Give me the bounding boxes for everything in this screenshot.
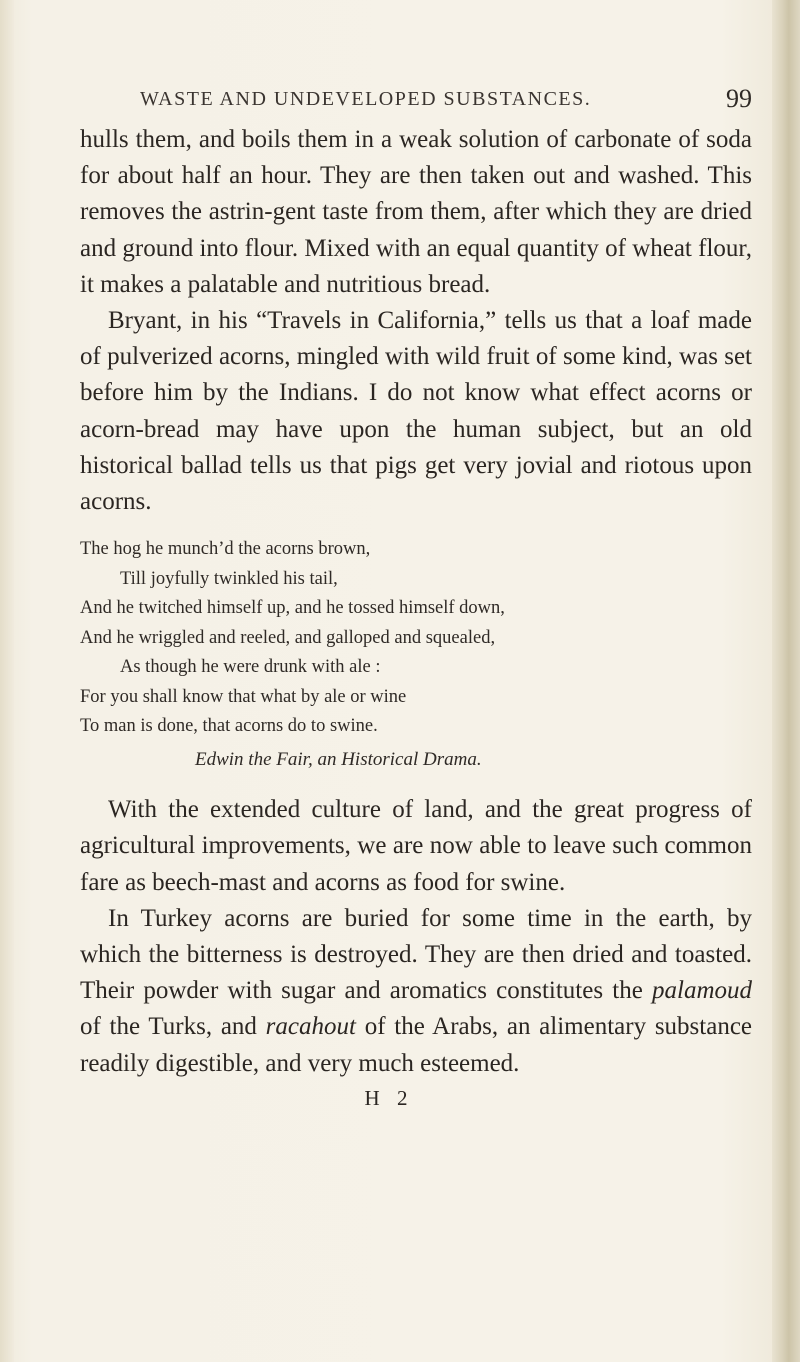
ballad-quote (80, 535, 752, 774)
paragraph-hulls: hulls them, and boils them in a weak solution of carbonate of soda for about half an hour. They are then taken out and washed. This removes the astrin-gent taste from them, after which they are dried and ground into flour. Mixed with an equal quantity of wheat flour, it makes a palatable and nutritious bread. (80, 126, 752, 298)
turkey-text-2: of the Turks, and (80, 1013, 257, 1041)
paragraph-bryant: Bryant, in his “Travels in California,” tells us that a loaf made of pulverized acorns, mingled with wild fruit of some kind, was set before him by the Indians. I do not know what effect acorns or acorn-bread may have upon the human subject, but an old historical ballad tells us that pigs get very jovial and riotous upon acorns. (80, 307, 752, 516)
running-title: WASTE AND UNDEVELOPED SUBSTANCES. (140, 88, 592, 110)
poem-line: And he twitched himself up, and he tossed himself down, (80, 598, 505, 619)
poem-line: As though he were drunk with ale : (120, 657, 381, 678)
page-header (80, 84, 752, 118)
turkey-text-1: In Turkey acorns are buried for some time in the earth, by which the bitterness is destroyed. They are then dried and toasted. Their powder with sugar and aromatics constitutes the (80, 904, 752, 1005)
page-gutter-edge (772, 0, 800, 1362)
body-text (80, 122, 752, 1111)
poem-line: And he wriggled and reeled, and galloped and squealed, (80, 627, 496, 648)
paragraph-turkey (80, 901, 752, 1082)
paragraph-culture: With the extended culture of land, and the great progress of agricultural improvements, we are now able to leave such common fare as beech-mast and acorns as food for swine. (80, 796, 752, 896)
page-number: 99 (726, 84, 752, 113)
term-palamoud: palamoud (652, 977, 753, 1005)
page-left-edge (0, 0, 14, 1362)
term-racahout: racahout (265, 1013, 356, 1041)
poem-line: Till joyfully twinkled his tail, (120, 568, 338, 589)
turkey-text-3: of the Arabs, an alimentary substance readily digestible, and very much esteemed. (80, 1013, 753, 1077)
signature-mark: H 2 (364, 1085, 414, 1110)
poem-line: To man is done, that acorns do to swine. (80, 716, 378, 737)
poem-attribution: Edwin the Fair, an Historical Drama. (195, 748, 482, 770)
poem-line: For you shall know that what by ale or wine (80, 686, 407, 707)
poem-line: The hog he munch’d the acorns brown, (80, 539, 371, 560)
